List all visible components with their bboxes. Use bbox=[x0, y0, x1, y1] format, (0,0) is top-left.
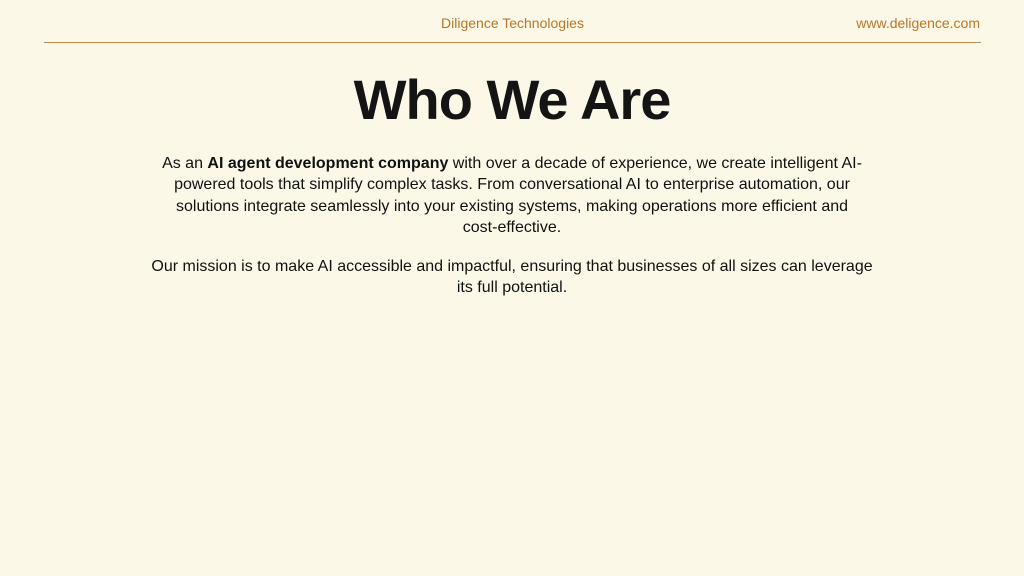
header-website-link[interactable]: www.deligence.com bbox=[856, 15, 980, 31]
intro-text-end: with over a decade of experience, we create intelligent AI-powered tools that simplify complex tasks. From conversational AI to enterprise automation, our solutions integrate seamlessly into your existing systems, making operations more efficient and cost-effective. bbox=[174, 155, 862, 236]
intro-paragraph bbox=[162, 153, 862, 238]
header-company-name: Diligence Technologies bbox=[441, 15, 584, 31]
intro-text-start: As an bbox=[162, 155, 208, 172]
intro-text-bold: AI agent development company bbox=[207, 155, 449, 172]
page-title: Who We Are bbox=[353, 68, 671, 131]
header bbox=[44, 0, 981, 43]
mission-paragraph: Our mission is to make AI accessible and impactful, ensuring that businesses of all sizes can leverage its full potential. bbox=[151, 258, 873, 297]
